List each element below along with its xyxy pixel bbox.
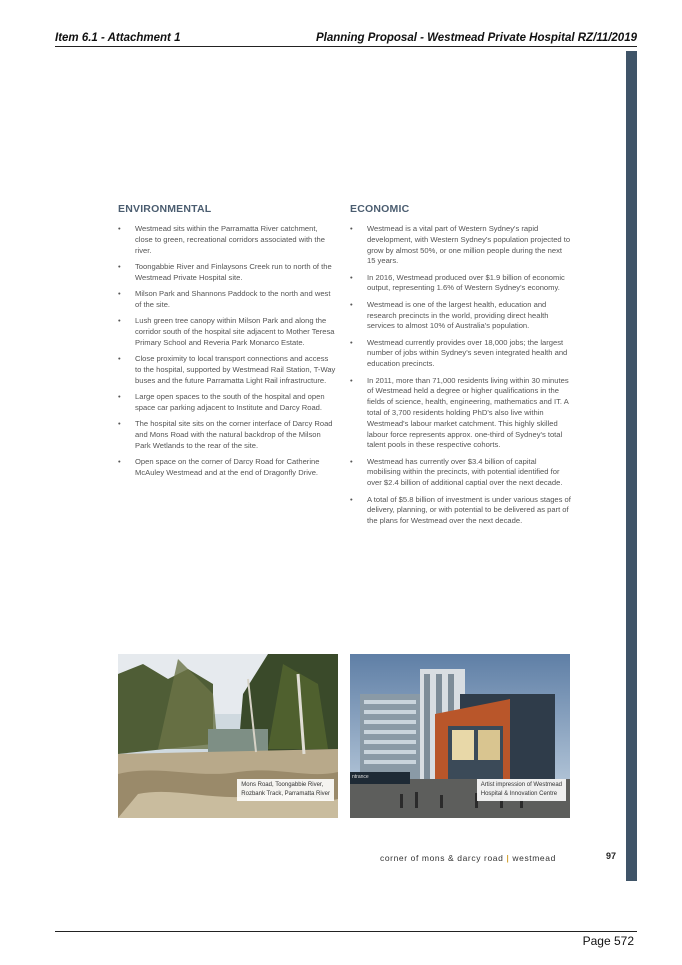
bullet-icon: • [118, 456, 121, 466]
list-item: • Large open spaces to the south of the hospital and open space car parking adjacent to Institute and Darcy Road. [118, 391, 325, 412]
environmental-heading: ENVIRONMENTAL [118, 203, 212, 215]
entrance-sign: ntrance [352, 774, 369, 780]
economic-list [350, 224, 572, 527]
bullet-icon: • [350, 375, 353, 385]
list-item: • Close proximity to local transport connections and access to the hospital, supported by Westmead Rail Station, T-Way buses and the future Parramatta Light Rail infrastructure. [118, 353, 336, 385]
page-reference: Page 572 [582, 934, 634, 948]
bullet-icon: • [350, 456, 353, 466]
bullet-icon: • [350, 494, 353, 504]
bullet-icon: • [118, 316, 121, 326]
bullet-icon: • [118, 261, 121, 271]
header-divider [55, 46, 637, 47]
bullet-icon: • [350, 272, 353, 282]
bullet-icon: • [118, 391, 121, 401]
list-item: • Milson Park and Shannons Paddock to the north and west of the site. [118, 288, 331, 309]
building-render-caption: Artist impression of Westmead Hospital & Innovation Centre [477, 779, 566, 801]
list-item: • Lush green tree canopy within Milson Park and along the corridor south of the hospital site adjacent to Mother Teresa Primary School and Reveria Park Monarco Estate. [118, 316, 335, 347]
document-page-number: 97 [606, 851, 617, 861]
list-item: • Westmead currently provides over 18,000 jobs; the largest number of jobs within Sydney's seven integrated health and education precincts. [350, 337, 568, 369]
footer-divider [55, 931, 637, 932]
list-item: • A total of $5.8 billion of investment is under various stages of delivery, planning, or with potential to be delivered as part of the plans for Westmead over the next decade. [350, 494, 571, 526]
bullet-icon: • [118, 288, 121, 298]
bullet-icon: • [350, 224, 353, 233]
side-accent-bar [626, 51, 637, 881]
economic-heading: ECONOMIC [350, 203, 410, 215]
header-attachment-label: Item 6.1 - Attachment 1 [55, 32, 181, 44]
bullet-icon: • [350, 299, 353, 309]
bullet-icon: • [118, 224, 121, 233]
list-item: • Westmead is one of the largest health, education and research precincts in the world, providing direct health services to almost 10% of Australia's population. [350, 299, 549, 331]
list-item: • In 2011, more than 71,000 residents living within 30 minutes of Westmead held a degree or higher qualifications in the fields of science, health, engineering, mathematics and IT. A total of 3,700 residents holding PhD's also live within Westmead's labour market catchment. This highly skilled labour force represents approx. one-third of Sydney's total talent pools in these respective cohorts. [350, 375, 569, 450]
building-render [350, 654, 570, 818]
list-item: • Open space on the corner of Darcy Road for Catherine McAuley Westmead and at the end of Dragonfly Drive. [118, 456, 320, 477]
river-photo-caption: Mons Road, Toongabbie River, Rozbank Track, Parramatta River [237, 779, 334, 801]
header-document-title: Planning Proposal - Westmead Private Hospital RZ/11/2019 [315, 32, 637, 44]
environmental-section [118, 203, 336, 484]
footer-separator: | [506, 853, 510, 863]
river-photo [118, 654, 338, 818]
list-item: • Westmead sits within the Parramatta River catchment, close to green, recreational corridors associated with the river. [118, 224, 325, 255]
list-item: • In 2016, Westmead produced over $1.9 billion of economic output, representing 1.6% of Western Sydney's economy. [350, 272, 565, 293]
page-header [55, 32, 637, 46]
list-item: • Westmead has currently over $3.4 billion of capital mobilising within the precincts, with potential identified for over $2.4 billion of additional captial over the next decade. [350, 456, 563, 488]
list-item: • The hospital site sits on the corner interface of Darcy Road and Mons Road with the natural backdrop of the Milson Park Wetlands to the rear of the site. [118, 418, 333, 450]
environmental-list [118, 224, 336, 478]
bullet-icon: • [118, 418, 121, 428]
footer-tagline: corner of mons & darcy road | westmead [380, 853, 556, 863]
list-item: • Westmead is a vital part of Western Sydney's rapid development, with Western Sydney's population projected to grow by almost 50%, or one million people during the next 15 years. [350, 224, 571, 266]
list-item: • Toongabbie River and Finlaysons Creek run to north of the Westmead Private Hospital site. [118, 261, 332, 282]
bullet-icon: • [350, 337, 353, 347]
economic-section [350, 203, 572, 532]
bullet-icon: • [118, 353, 121, 363]
